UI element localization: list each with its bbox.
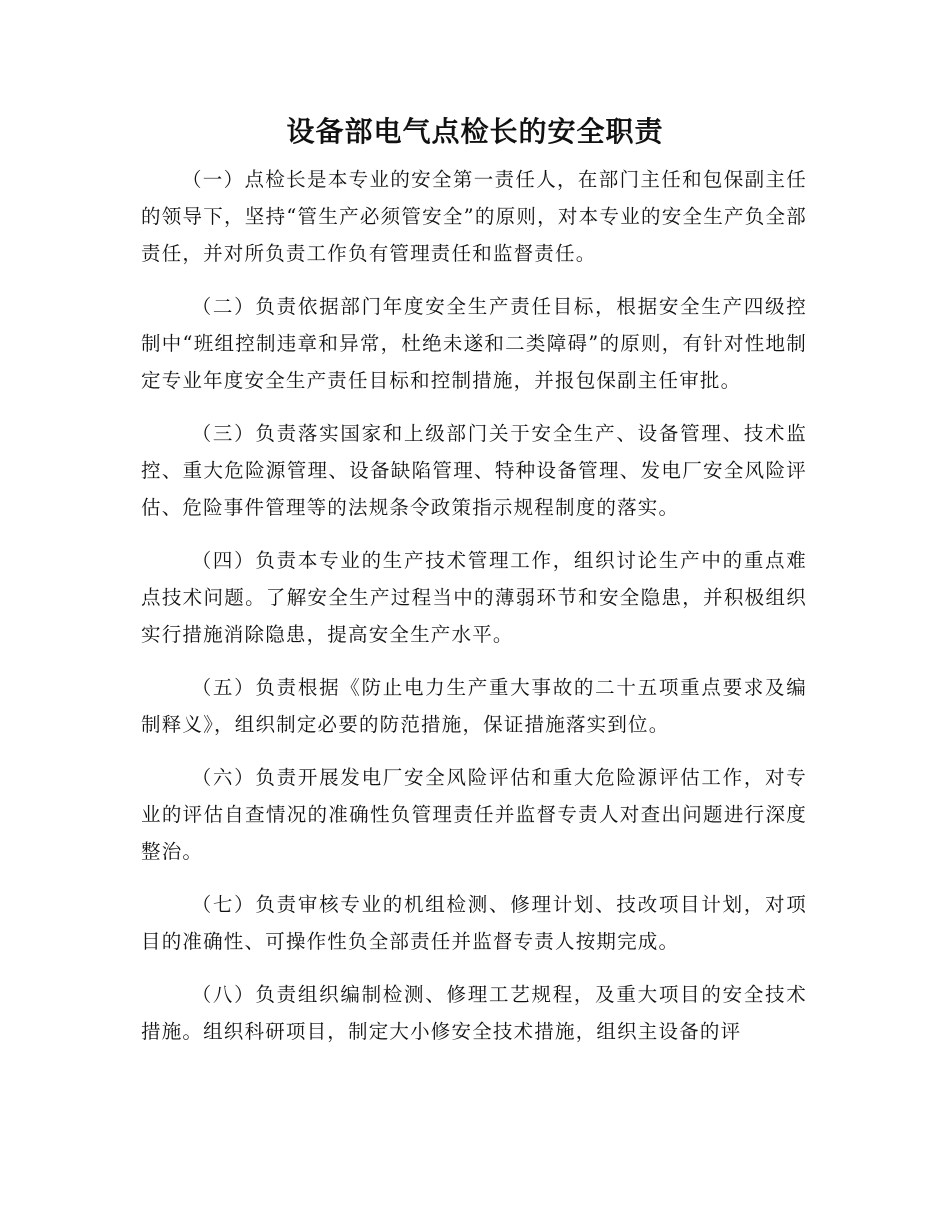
- paragraph-5: （五）负责根据《防止电力生产重大事故的二十五项重点要求及编制释义》，组织制定必要的防范措施，保证措施落实到位。: [141, 676, 807, 736]
- page-title: 设备部电气点检长的安全职责: [286, 115, 664, 148]
- paragraph-4: （四）负责本专业的生产技术管理工作，组织讨论生产中的重点难点技术问题。了解安全生产过程当中的薄弱环节和安全隐患，并积极组织实行措施消除隐患，提高安全生产水平。: [141, 549, 807, 646]
- document-body: [141, 161, 807, 1066]
- paragraph-8: （八）负责组织编制检测、修理工艺规程，及重大项目的安全技术措施。组织科研项目，制定大小修安全技术措施，组织主设备的评: [141, 983, 807, 1043]
- paragraph-7: （七）负责审核专业的机组检测、修理计划、技改项目计划，对项目的准确性、可操作性负全部责任并监督专责人按期完成。: [141, 893, 807, 953]
- paragraph-2: （二）负责依据部门年度安全生产责任目标，根据安全生产四级控制中“班组控制违章和异常，杜绝未遂和二类障碍”的原则，有针对性地制定专业年度安全生产责任目标和控制措施，并报包保副主任审批。: [141, 295, 807, 392]
- paragraph-6: （六）负责开展发电厂安全风险评估和重大危险源评估工作，对专业的评估自查情况的准确性负管理责任并监督专责人对查出问题进行深度整治。: [141, 766, 807, 863]
- paragraph-1: （一）点检长是本专业的安全第一责任人，在部门主任和包保副主任的领导下，坚持“管生产必须管安全”的原则，对本专业的安全生产负全部责任，并对所负责工作负有管理责任和监督责任。: [141, 168, 807, 265]
- paragraph-3: （三）负责落实国家和上级部门关于安全生产、设备管理、技术监控、重大危险源管理、设备缺陷管理、特种设备管理、发电厂安全风险评估、危险事件管理等的法规条令政策指示规程制度的落实。: [141, 422, 807, 519]
